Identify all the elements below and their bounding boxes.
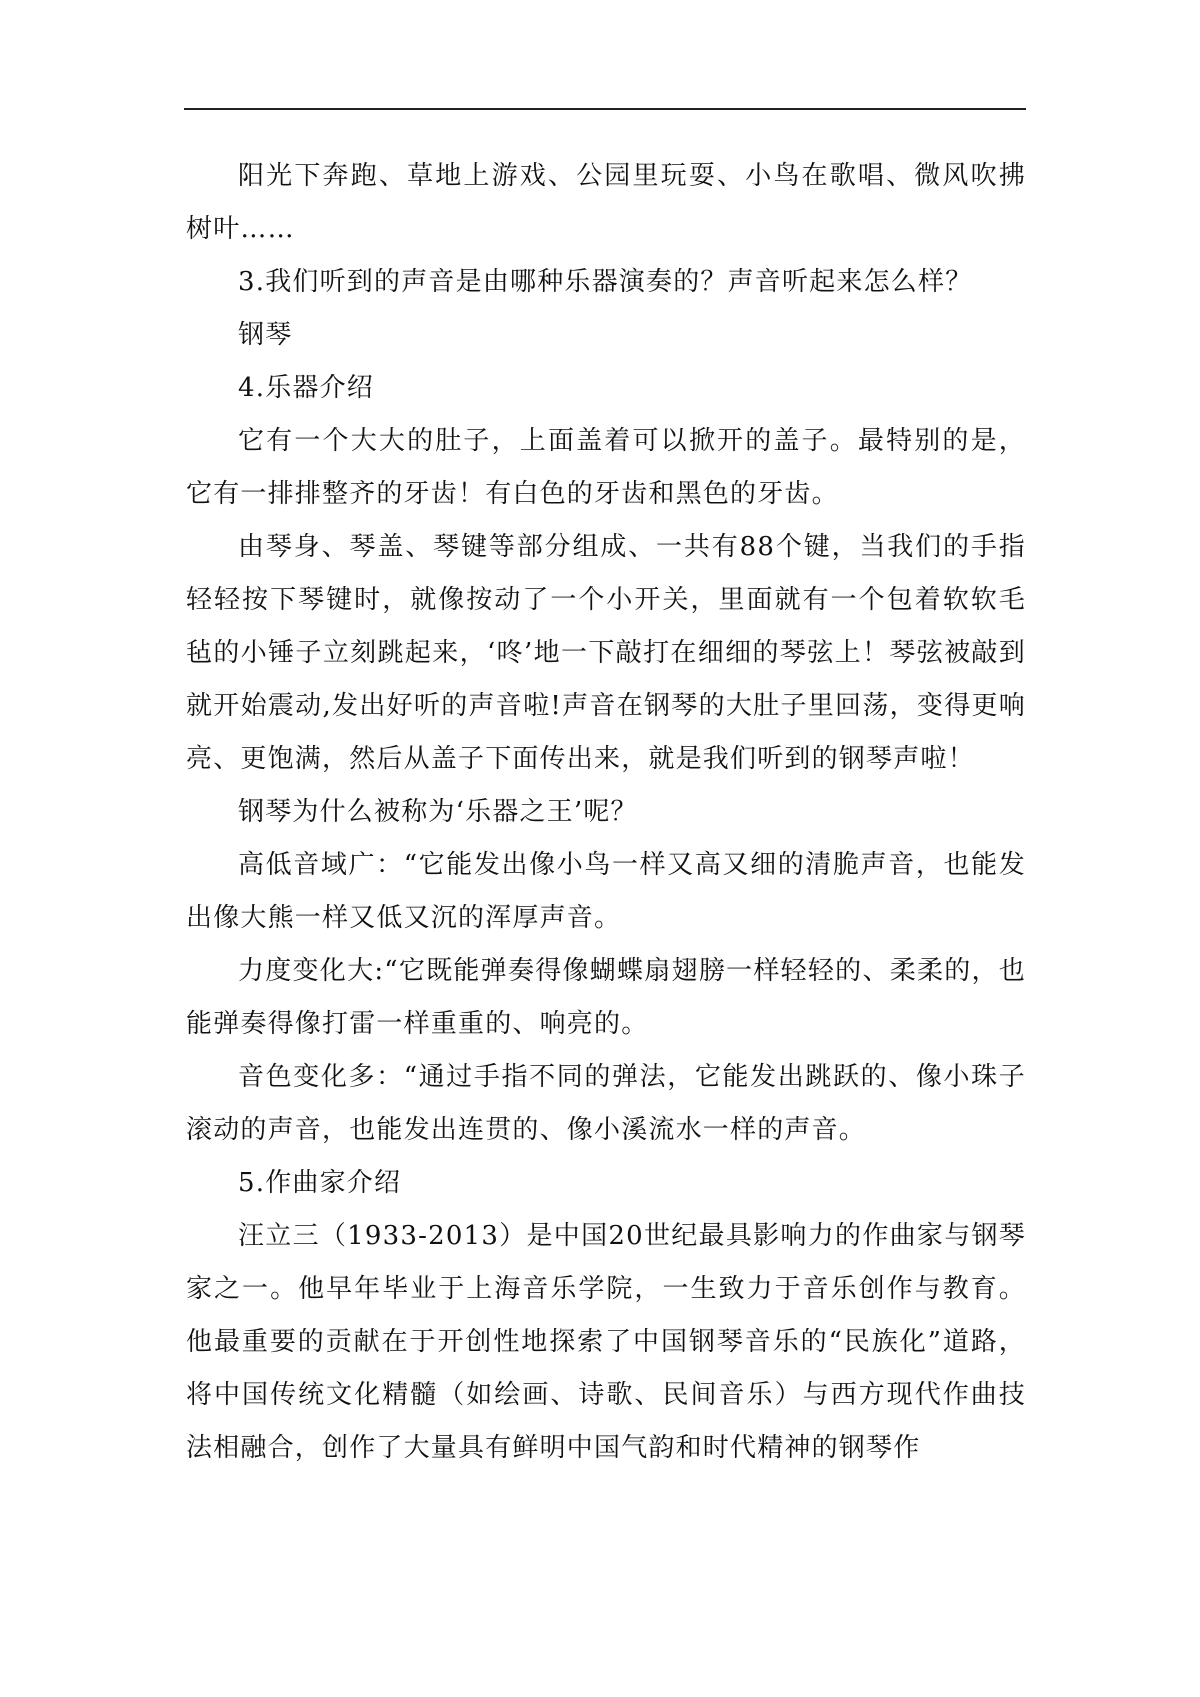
- question-3: 3.我们听到的声音是由哪种乐器演奏的？声音听起来怎么样？: [238, 267, 973, 297]
- paragraph-timbre: 音色变化多：“通过手指不同的弹法，它能发出跳跃的、像小珠子滚动的声音，也能发出连贯的、像小溪流水一样的声音。: [186, 1062, 1026, 1145]
- section-4-heading: 4.乐器介绍: [238, 373, 375, 403]
- paragraph-piano-structure: 由琴身、琴盖、琴键等部分组成、一共有88个键，当我们的手指轻轻按下琴键时，就像按动了一个小开关，里面就有一个包着软软毛毡的小锤子立刻跳起来，‘咚’地一下敲打在细细的琴弦上！琴弦被敲到就开始震动,发出好听的声音啦!声音在钢琴的大肚子里回荡，变得更响亮、更饱满，然后从盖子下面传出来，就是我们听到的钢琴声啦！: [186, 532, 1026, 774]
- paragraph-outdoor-sounds: 阳光下奔跑、草地上游戏、公园里玩耍、小鸟在歌唱、微风吹拂树叶……: [186, 161, 1026, 244]
- paragraph-wide-range: 高低音域广：“它能发出像小鸟一样又高又细的清脆声音，也能发出像大熊一样又低又沉的浑厚声音。: [186, 850, 1026, 933]
- paragraph-dynamics: 力度变化大:“它既能弹奏得像蝴蝶扇翅膀一样轻轻的、柔柔的，也能弹奏得像打雷一样重重的、响亮的。: [186, 956, 1026, 1039]
- paragraph-composer-bio: 汪立三（1933-2013）是中国20世纪最具影响力的作曲家与钢琴家之一。他早年毕业于上海音乐学院，一生致力于音乐创作与教育。他最重要的贡献在于开创性地探索了中国钢琴音乐的“民族化”道路，将中国传统文化精髓（如绘画、诗歌、民间音乐）与西方现代作曲技法相融合，创作了大量具有鲜明中国气韵和时代精神的钢琴作: [186, 1221, 1026, 1463]
- document-body: [186, 150, 1026, 1475]
- section-5-heading: 5.作曲家介绍: [238, 1168, 402, 1198]
- answer-piano: 钢琴: [238, 320, 293, 350]
- paragraph-piano-appearance: 它有一个大大的肚子，上面盖着可以掀开的盖子。最特别的是，它有一排排整齐的牙齿！有白色的牙齿和黑色的牙齿。: [186, 426, 1026, 509]
- question-king-of-instruments: 钢琴为什么被称为‘乐器之王’呢？: [238, 797, 638, 827]
- header-rule: [184, 108, 1026, 110]
